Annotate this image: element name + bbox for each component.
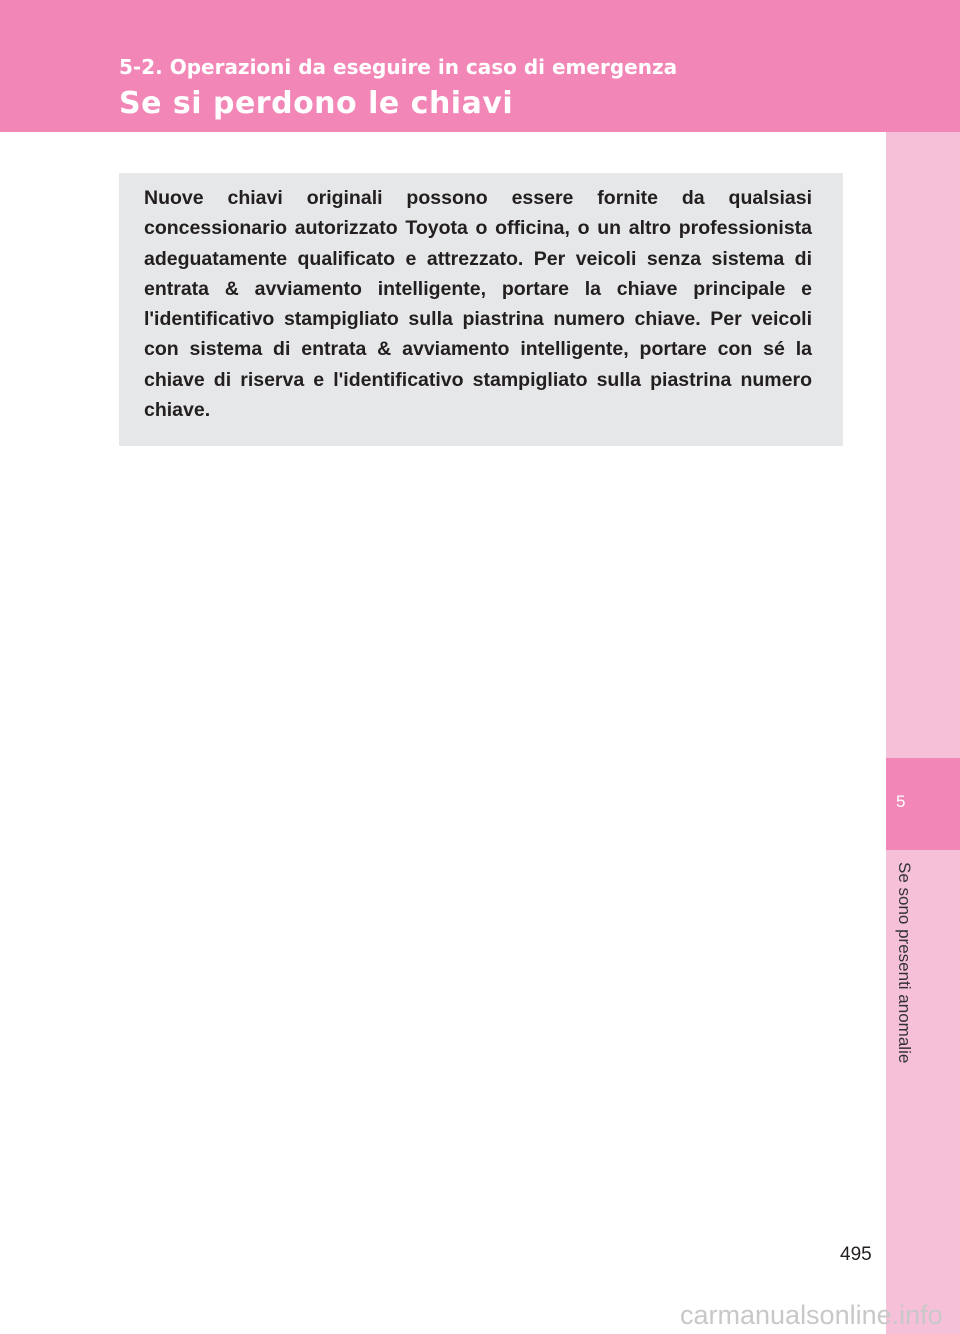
chapter-label: Se sono presenti anomalie	[895, 862, 914, 1064]
chapter-side-tab	[886, 132, 960, 1334]
section-title: 5-2. Operazioni da eseguire in caso di emergenza	[119, 55, 678, 79]
page-header	[0, 0, 960, 132]
watermark: carmanualsonline.info	[680, 1300, 943, 1330]
page-number: 495	[840, 1244, 872, 1265]
info-box	[119, 173, 843, 446]
info-text: Nuove chiavi originali possono essere fornite da qualsiasi concessionario autorizzato Toyota o officina, o un altro professionista adeguatamente qualificato e attrezzato. Per veicoli senza sistema di entrata & avviamento intelligente, portare la chiave principale e l'identificativo stampigliato sulla piastrina numero chiave. Per veicoli con sistema di entrata & avviamento intelligente, portare con sé la chiave di riserva e l'identificativo stampigliato sulla piastrina numero chiave.	[144, 187, 812, 422]
chapter-number: 5	[896, 792, 906, 811]
page-title: Se si perdono le chiavi	[119, 86, 514, 121]
